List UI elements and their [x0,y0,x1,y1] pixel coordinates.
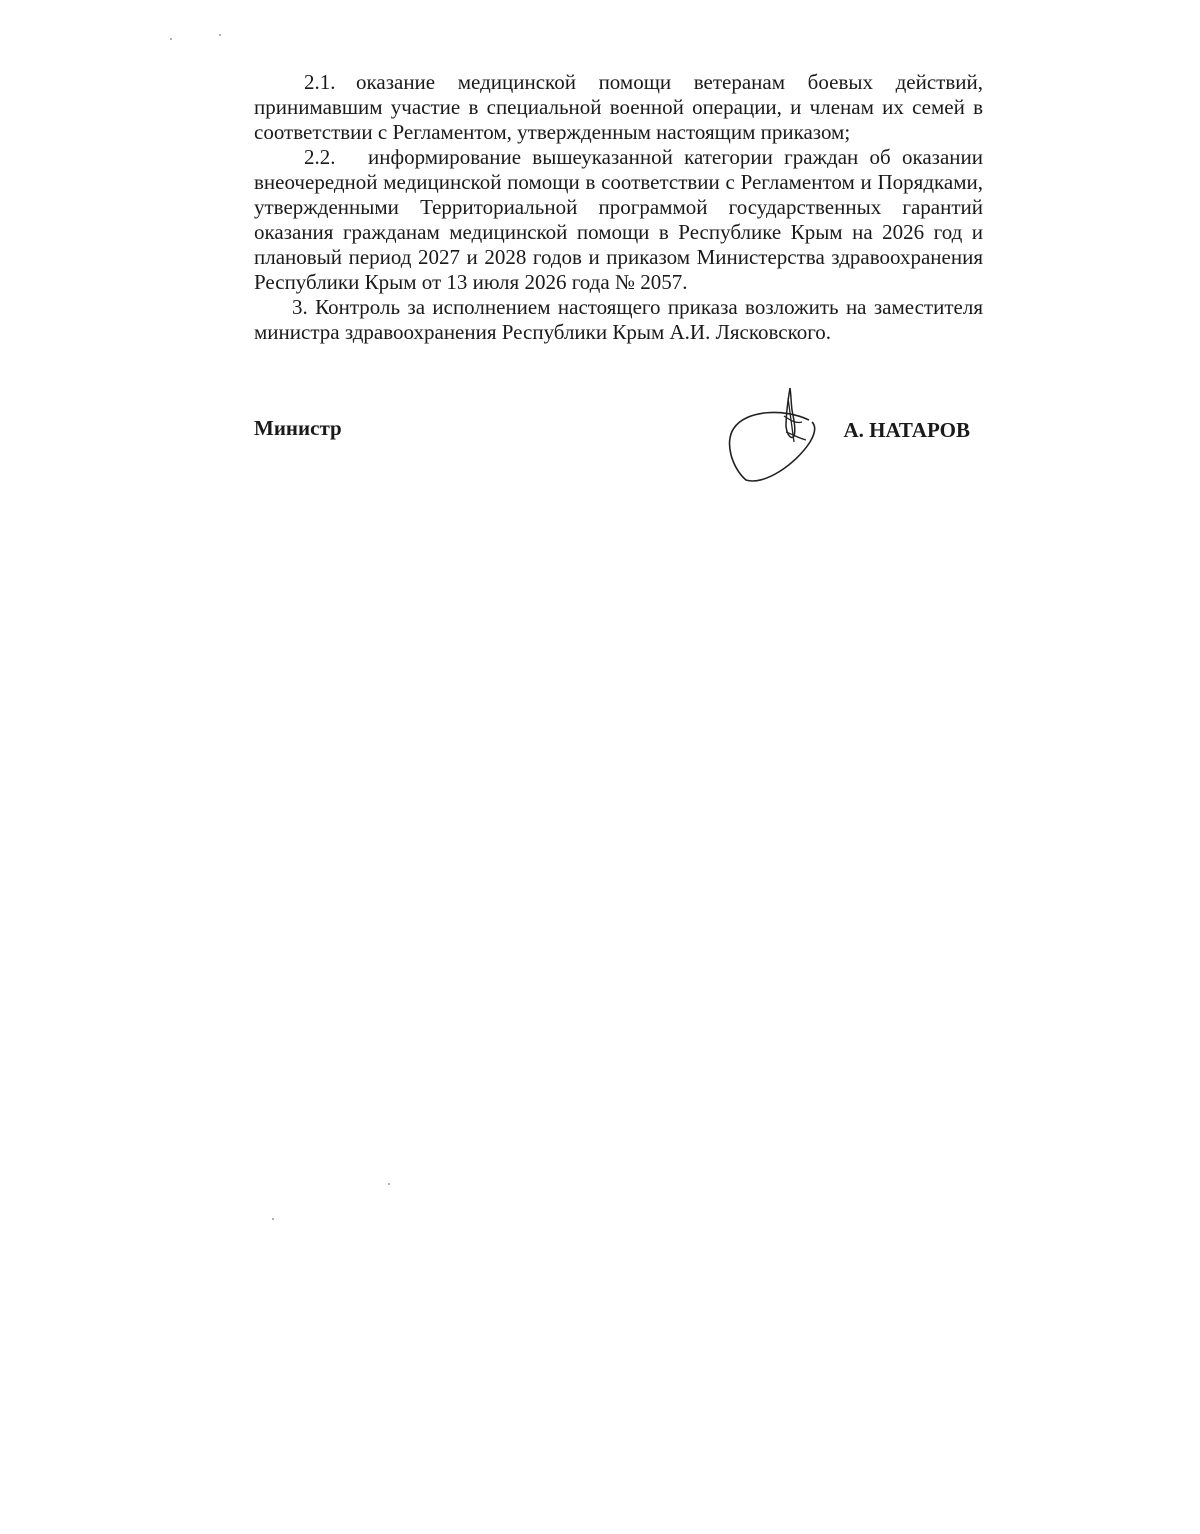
paragraph-text: информирование вышеуказанной категории граждан об оказании внеочередной медицинской помощи в соответствии с Регламентом и Порядками, утвержденными Территориальной программой государственных гарантий оказания гражданам медицинской помощи в Республике Крым на 2026 год и плановый период 2027 и 2028 годов и приказом Министерства здравоохранения Республики Крым от 13 июля 2026 года № 2057. [254,145,983,294]
paragraph-text: оказание медицинской помощи ветеранам боевых действий, принимавшим участие в специальной военной операции, и членам их семей в соответствии с Регламентом, утвержденным настоящим приказом; [254,70,983,144]
signature-block [254,380,983,490]
paragraph-2-2 [254,145,983,295]
document-body [254,70,983,345]
paragraph-number: 2.2. [304,145,336,169]
paragraph-2-1 [254,70,983,145]
paragraph-number: 2.1. [304,70,336,94]
signer-role: Министр [254,416,342,440]
scan-speck [170,38,172,40]
signer-name: А. НАТАРОВ [843,418,970,442]
scan-speck [219,34,221,36]
scan-speck [388,1183,390,1185]
scan-speck [272,1218,274,1220]
paragraph-3: 3. Контроль за исполнением настоящего приказа возложить на заместителя министра здравоохранения Республики Крым А.И. Лясковского. [254,295,983,344]
handwritten-signature [724,380,834,484]
